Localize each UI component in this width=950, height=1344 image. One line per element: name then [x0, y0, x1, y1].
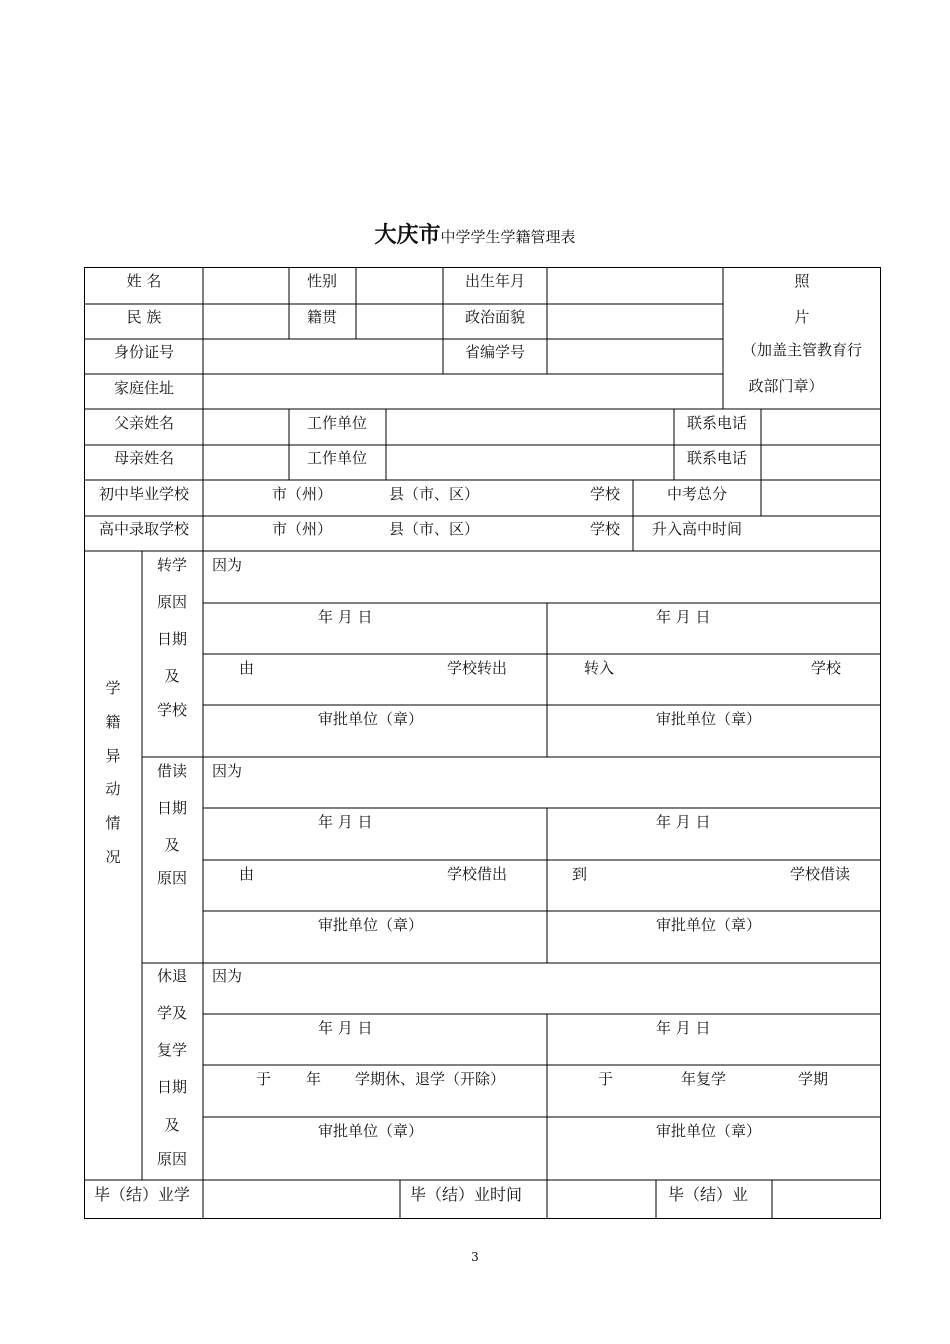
label-father-phone: 联系电话 [686, 414, 748, 432]
page-number: 3 [471, 1250, 479, 1264]
borrow-approval-right: 审批单位（章） [656, 916, 762, 934]
label-exam-total: 中考总分 [666, 485, 728, 503]
suspend-label-3: 复学 [156, 1041, 188, 1059]
suspend-label-4: 日期 [156, 1078, 188, 1096]
junior-school-suffix: 学校 [590, 485, 621, 503]
label-mother-phone: 联系电话 [686, 449, 748, 467]
photo-note-1: （加盖主管教育行 [741, 341, 863, 359]
page-title [0, 218, 950, 249]
label-id-number: 身份证号 [113, 343, 175, 361]
transfer-approval-left: 审批单位（章） [318, 710, 424, 728]
senior-school-suffix: 学校 [590, 520, 621, 538]
resume-at: 于 [598, 1070, 614, 1088]
label-senior-school: 高中录取学校 [98, 520, 190, 538]
label-ethnicity: 民 族 [126, 308, 162, 326]
suspend-at: 于 [256, 1070, 272, 1088]
label-birth: 出生年月 [464, 272, 526, 290]
section-label-1: 学 [105, 679, 121, 697]
junior-county: 县（市、区） [389, 485, 480, 503]
section-label-2: 籍 [105, 713, 121, 731]
label-gender: 性别 [306, 272, 338, 290]
resume-year: 年复学 [681, 1070, 727, 1088]
suspend-approval-right: 审批单位（章） [656, 1122, 762, 1140]
transfer-label-5: 学校 [156, 701, 188, 719]
borrow-to: 到 [572, 865, 588, 883]
senior-county: 县（市、区） [389, 520, 480, 538]
photo-note-2: 政部门章） [748, 377, 824, 395]
label-mother-name: 母亲姓名 [113, 449, 175, 467]
transfer-label-2: 原因 [156, 593, 188, 611]
transfer-date-right: 年 月 日 [656, 608, 711, 626]
registration-form-table [84, 267, 881, 1219]
section-label-6: 况 [105, 848, 121, 866]
suspend-reason: 因为 [212, 967, 243, 985]
borrow-date-right: 年 月 日 [656, 813, 711, 831]
photo-label-2: 片 [794, 308, 810, 326]
transfer-date-left: 年 月 日 [318, 608, 373, 626]
label-father-work: 工作单位 [306, 414, 368, 432]
borrow-read: 学校借读 [790, 865, 851, 883]
label-enter-time: 升入高中时间 [651, 520, 743, 538]
suspend-text: 学期休、退学（开除） [355, 1070, 506, 1088]
suspend-label-5: 及 [164, 1116, 180, 1134]
transfer-reason: 因为 [212, 556, 243, 574]
label-native-place: 籍贯 [306, 308, 338, 326]
resume-term: 学期 [798, 1070, 829, 1088]
transfer-label-3: 日期 [156, 630, 188, 648]
label-graduation-school: 毕（结）业学 [94, 1185, 191, 1204]
suspend-date-left: 年 月 日 [318, 1019, 373, 1037]
suspend-label-6: 原因 [156, 1150, 188, 1168]
transfer-in-school: 学校 [811, 659, 842, 677]
borrow-label-3: 及 [164, 836, 180, 854]
senior-city: 市（州） [272, 520, 333, 538]
label-name: 姓 名 [126, 272, 162, 290]
section-label-4: 动 [105, 780, 121, 798]
borrow-label-1: 借读 [156, 762, 188, 780]
borrow-from: 由 [239, 865, 255, 883]
junior-city: 市（州） [272, 485, 333, 503]
transfer-label-1: 转学 [156, 556, 188, 574]
label-home-address: 家庭住址 [113, 379, 175, 397]
label-mother-work: 工作单位 [306, 449, 368, 467]
suspend-date-right: 年 月 日 [656, 1019, 711, 1037]
label-provincial-student-number: 省编学号 [464, 343, 526, 361]
transfer-out: 学校转出 [447, 659, 508, 677]
borrow-out: 学校借出 [447, 865, 508, 883]
title-text: 中学学生学籍管理表 [440, 228, 576, 246]
section-label-3: 异 [105, 747, 121, 765]
suspend-label-2: 学及 [156, 1004, 188, 1022]
photo-label-1: 照 [794, 272, 810, 290]
title-city: 大庆市 [374, 223, 441, 248]
transfer-from: 由 [239, 659, 255, 677]
suspend-approval-left: 审批单位（章） [318, 1122, 424, 1140]
transfer-approval-right: 审批单位（章） [656, 710, 762, 728]
borrow-approval-left: 审批单位（章） [318, 916, 424, 934]
label-political-status: 政治面貌 [464, 308, 526, 326]
borrow-label-2: 日期 [156, 799, 188, 817]
suspend-year: 年 [306, 1070, 322, 1088]
borrow-label-4: 原因 [156, 869, 188, 887]
label-father-name: 父亲姓名 [113, 414, 175, 432]
borrow-date-left: 年 月 日 [318, 813, 373, 831]
label-junior-school: 初中毕业学校 [98, 485, 190, 503]
suspend-label-1: 休退 [156, 967, 188, 985]
transfer-label-4: 及 [164, 667, 180, 685]
transfer-in: 转入 [584, 659, 615, 677]
borrow-reason: 因为 [212, 762, 243, 780]
section-label-5: 情 [105, 814, 121, 832]
label-graduation: 毕（结）业 [668, 1185, 749, 1204]
label-graduation-time: 毕（结）业时间 [410, 1185, 523, 1204]
